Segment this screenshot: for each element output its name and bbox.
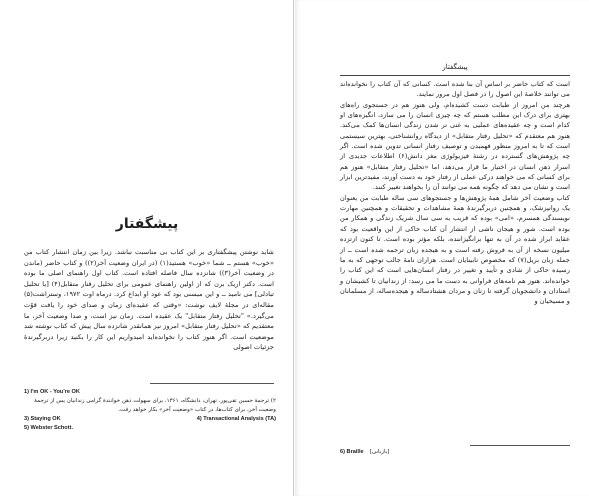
- footnote-3: 3) Staying OK: [24, 416, 61, 422]
- footnote-6-persian: [بازبانی]: [369, 449, 390, 455]
- right-footnote-divider: [470, 445, 570, 446]
- footnote-1: 1) I'm OK - You're OK: [24, 389, 80, 395]
- right-body-text: [340, 79, 570, 307]
- footnote-divider: [150, 383, 274, 384]
- footnote-4: 4) Transactional Analysis (TA): [196, 416, 276, 422]
- footnote-6: 6) Braille: [340, 449, 364, 455]
- left-page: [0, 0, 294, 496]
- footnote-5: 5) Webster Schott.: [24, 425, 74, 431]
- left-footnotes: [24, 388, 276, 433]
- running-head-divider: [340, 75, 570, 76]
- right-paragraph-3: کتاب وضعیت آخر شامل همهٔ پژوهش‌ها و جستجوهای سی ساله طبابت من بعنوان یک روانپزشک، و همچنین دربرگیرندهٔ همهٔ مشاهدات و تحقیقات و همچنین مهارت نویسندگی همسرم، «امی» بوده که قریب به سی سال شریک زندگی و همکار من بوده است. شور و هیجان ناشی از انتشار آن کتاب حاکی از این واقعیت بود که عقاید ابراز شده در آن به تنها برانگیزاننده، بلکه مؤثر بوده است. تا کنون ازتزده میلیون نسخه از آن به فروش رفته است و به هیجده زبان ترجمه شده است ــ از جمله زبان بریل(۷) که مخصوص نابینایان است. هزاران نامهٔ جالب توجهی که به ما رسیده حاکی از شادی و تأیید و تغییر در رفتار انسان‌هایی است که این کتاب را خوانده‌اند. هنوز هم نامه‌های فراوانی به دست ما می‌ رسد: از زندانیان تا کشیشان و استادان و دانشجویان گرفته تا زنان و مردان هشتادساله و هیجده‌ساله، از مسلمانان و مسیحیان و: [340, 193, 571, 306]
- page-title: پیشگفتار: [115, 216, 179, 232]
- running-head: پیشگفتار: [442, 63, 468, 71]
- right-paragraph-2: هرچند من امروز از طبابت دست کشیده‌ام، ولی هنوز هم در جستجوی راه‌های بهتری برای درک این مطلب هستم که چه چیزی انسان را می سازد، انگیزه‌های او کدام است و چه عقیده‌های عملیی به غنی تر شدن زندگی انسان‌ها کمک می‌کند. هنوز هم معتقدم که «تحلیل رفتار متقابل» از دیدگاه روانشناختی، بهترین سیستمی است که تا به امروز منظور فهمیدن و توصیف رفتار انسانی تدوین شده است. اگر چه پژوهش‌های گسترده در رشتهٔ فیزیولوژی مغز دانش(۶) اطلاعات جدیدی از اسرار ذهن انسان در اختیار ما قرار می‌دهد، اما «تحلیل رفتار متقابل» هنوز هم برای کسانی که می خواهند درکی عملی از رفتار خود به دست آورند، مفیدترین ابزار است و نشان می دهد که چگونه همه می توانند آن را بخواهند تغییر کنند.: [340, 100, 570, 192]
- right-paragraph-1: است که کتاب حاضر بر اساس آن بنا شده است. کسانی که آن کتاب را نخوانده‌اند می توانند خلاصهٔ این اصول را در فصل اول مرور نمایند.: [340, 80, 570, 99]
- right-footnotes: [340, 449, 570, 455]
- footnote-row-3-4: [24, 415, 276, 424]
- left-paragraph-1: شاید نوشتن پیشگفتاری بر این کتاب بی مناسبت نباشد. زیرا بین زمان انتشار کتاب من «خوب» هستم ــ شما «خوب» هستید(۱) (در ایران وضعیت آخر(۲)) و کتاب حاضر (ماندن در وضعیت آخر(۳)) شانزده سال فاصله افتاده است. کتاب اول راهنمای اصلی ما بوده است. دکتر اریک برن که از اولین راهنمای عمومی برای تحلیل رفتار متقابل(۴) [یا تحلیل تبادلی] می نامید ــ و این میسنی بود که عود او ابداع کرد. درماه اوت ۱۹۷۲، وستراشت(۵) مقاله‌ای در مجلهٔ لایف نوشت: «وقتی که عقیده‌ای زمان و صدای خود را یافت قوّت می‌گیرد.» "تحلیل رفتار متقابل" یک عقیده است. زمان نیز است، و صدا وضعیت آخر، ما معتقدیم که «تحلیل رفتار متقابل» امروز نیز همانقدر شانزده سال پیش که کتاب نوشته شد موضعیت است. اگر هنوز کتاب را نخوانده‌اید امیدواریم این کار را بکنید زیرا دربرگیرندهٔ جزئیات اصولی: [24, 248, 274, 352]
- left-body-text: [24, 247, 274, 353]
- footnote-2: ۲) ترجمهٔ حسین تقی‌پور. تهران، دانشگاه، ۱۳۶۱. برای سهولت ذهن خوانندهٔ گرامی زندانیان پس از ترجمهٔ وضعیت آخر، برای کتاب‌ها، در کتاب «وضعیت آخر» بکار خواهد رفت.: [34, 398, 276, 413]
